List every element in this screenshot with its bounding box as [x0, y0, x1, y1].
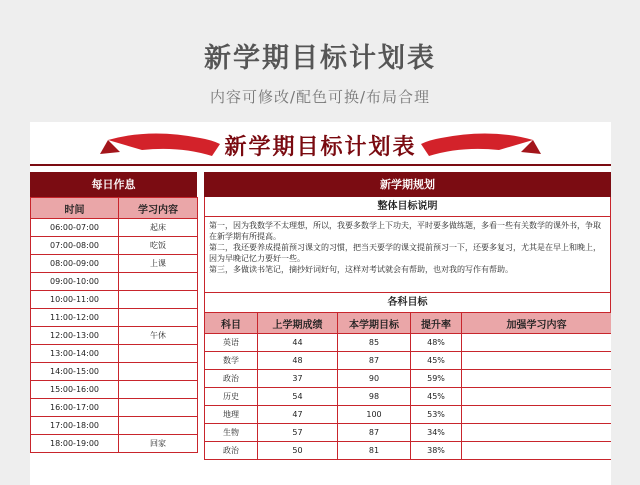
- title-banner: [30, 122, 611, 168]
- schedule-row: [31, 399, 198, 417]
- schedule-time: 13:00-14:00: [31, 345, 119, 363]
- improve-rate: 53%: [411, 406, 462, 424]
- schedule-row: [31, 363, 198, 381]
- focus-content: [462, 370, 612, 388]
- subject-name: 政治: [205, 370, 258, 388]
- focus-content: [462, 388, 612, 406]
- schedule-content: [119, 363, 198, 381]
- schedule-time: 07:00-08:00: [31, 237, 119, 255]
- plan-sheet: [30, 122, 611, 485]
- schedule-row: [31, 435, 198, 453]
- schedule-time: 17:00-18:00: [31, 417, 119, 435]
- col-time: 时间: [31, 198, 119, 219]
- target-score: 98: [338, 388, 411, 406]
- subject-row: [205, 388, 612, 406]
- schedule-content: [119, 381, 198, 399]
- col-content: 学习内容: [119, 198, 198, 219]
- schedule-time: 14:00-15:00: [31, 363, 119, 381]
- subject-row: [205, 334, 612, 352]
- target-score: 87: [338, 352, 411, 370]
- focus-content: [462, 334, 612, 352]
- goal-line: 第三，多做读书笔记，摘抄好词好句，这样对考试就会有帮助，也对我的写作有帮助。: [209, 265, 513, 274]
- improve-rate: 45%: [411, 352, 462, 370]
- schedule-time: 11:00-12:00: [31, 309, 119, 327]
- target-score: 81: [338, 442, 411, 460]
- banner-title: 新学期目标计划表: [224, 135, 417, 160]
- plan-header: 新学期规划: [204, 172, 611, 197]
- schedule-content: [119, 345, 198, 363]
- subject-row: [205, 442, 612, 460]
- schedule-row: [31, 309, 198, 327]
- schedule-content: [119, 273, 198, 291]
- subject-name: 历史: [205, 388, 258, 406]
- last-score: 48: [258, 352, 338, 370]
- schedule-row: [31, 219, 198, 237]
- schedule-time: 12:00-13:00: [31, 327, 119, 345]
- subject-row: [205, 406, 612, 424]
- improve-rate: 38%: [411, 442, 462, 460]
- daily-header: 每日作息: [30, 172, 197, 197]
- schedule-time: 08:00-09:00: [31, 255, 119, 273]
- improve-rate: 48%: [411, 334, 462, 352]
- schedule-row: [31, 345, 198, 363]
- schedule-content: [119, 309, 198, 327]
- subject-name: 生物: [205, 424, 258, 442]
- last-score: 44: [258, 334, 338, 352]
- subject-row: [205, 370, 612, 388]
- target-score: 87: [338, 424, 411, 442]
- schedule-content: 午休: [119, 327, 198, 345]
- schedule-row: [31, 417, 198, 435]
- last-score: 54: [258, 388, 338, 406]
- subject-name: 地理: [205, 406, 258, 424]
- subject-name: 政治: [205, 442, 258, 460]
- improve-rate: 59%: [411, 370, 462, 388]
- subjects-table: [204, 312, 611, 460]
- page-title: 新学期目标计划表: [204, 43, 436, 74]
- schedule-time: 06:00-07:00: [31, 219, 119, 237]
- improve-rate: 45%: [411, 388, 462, 406]
- schedule-content: [119, 291, 198, 309]
- col-subject: 科目: [205, 313, 258, 334]
- schedule-row: [31, 273, 198, 291]
- schedule-time: 16:00-17:00: [31, 399, 119, 417]
- last-score: 47: [258, 406, 338, 424]
- target-score: 100: [338, 406, 411, 424]
- page-subtitle: 内容可修改/配色可换/布局合理: [209, 88, 431, 106]
- subject-name: 英语: [205, 334, 258, 352]
- goal-line: 第二，我还要养成提前预习课文的习惯，把当天要学的课文提前预习一下，还要多复习，尤其是在早上和晚上，因为早晚记忆力要好一些。: [209, 243, 601, 263]
- col-target: 本学期目标: [338, 313, 411, 334]
- subject-row: [205, 424, 612, 442]
- subjects-title: 各科目标: [204, 293, 611, 312]
- focus-content: [462, 406, 612, 424]
- focus-content: [462, 424, 612, 442]
- improve-rate: 34%: [411, 424, 462, 442]
- schedule-content: 起床: [119, 219, 198, 237]
- schedule-row: [31, 291, 198, 309]
- schedule-row: [31, 327, 198, 345]
- goal-line: 第一，因为我数学不太理想，所以，我要多数学上下功夫，平时要多做练题，多看一些有关数学的课外书，争取在新学期有所提高。: [209, 221, 601, 241]
- subject-row: [205, 352, 612, 370]
- schedule-row: [31, 381, 198, 399]
- focus-content: [462, 442, 612, 460]
- schedule-time: 09:00-10:00: [31, 273, 119, 291]
- last-score: 37: [258, 370, 338, 388]
- schedule-content: 回家: [119, 435, 198, 453]
- col-rate: 提升率: [411, 313, 462, 334]
- col-last-score: 上学期成绩: [258, 313, 338, 334]
- schedule-content: [119, 417, 198, 435]
- schedule-time: 10:00-11:00: [31, 291, 119, 309]
- subject-name: 数学: [205, 352, 258, 370]
- schedule-time: 15:00-16:00: [31, 381, 119, 399]
- daily-schedule-panel: [30, 172, 197, 453]
- schedule-row: [31, 237, 198, 255]
- daily-table: [30, 197, 198, 453]
- schedule-time: 18:00-19:00: [31, 435, 119, 453]
- semester-plan-panel: [204, 172, 611, 460]
- schedule-content: 上课: [119, 255, 198, 273]
- last-score: 57: [258, 424, 338, 442]
- col-focus: 加强学习内容: [462, 313, 612, 334]
- focus-content: [462, 352, 612, 370]
- target-score: 90: [338, 370, 411, 388]
- schedule-content: 吃饭: [119, 237, 198, 255]
- schedule-row: [31, 255, 198, 273]
- overall-goals: [204, 216, 611, 293]
- last-score: 50: [258, 442, 338, 460]
- overall-title: 整体目标说明: [204, 197, 611, 216]
- target-score: 85: [338, 334, 411, 352]
- schedule-content: [119, 399, 198, 417]
